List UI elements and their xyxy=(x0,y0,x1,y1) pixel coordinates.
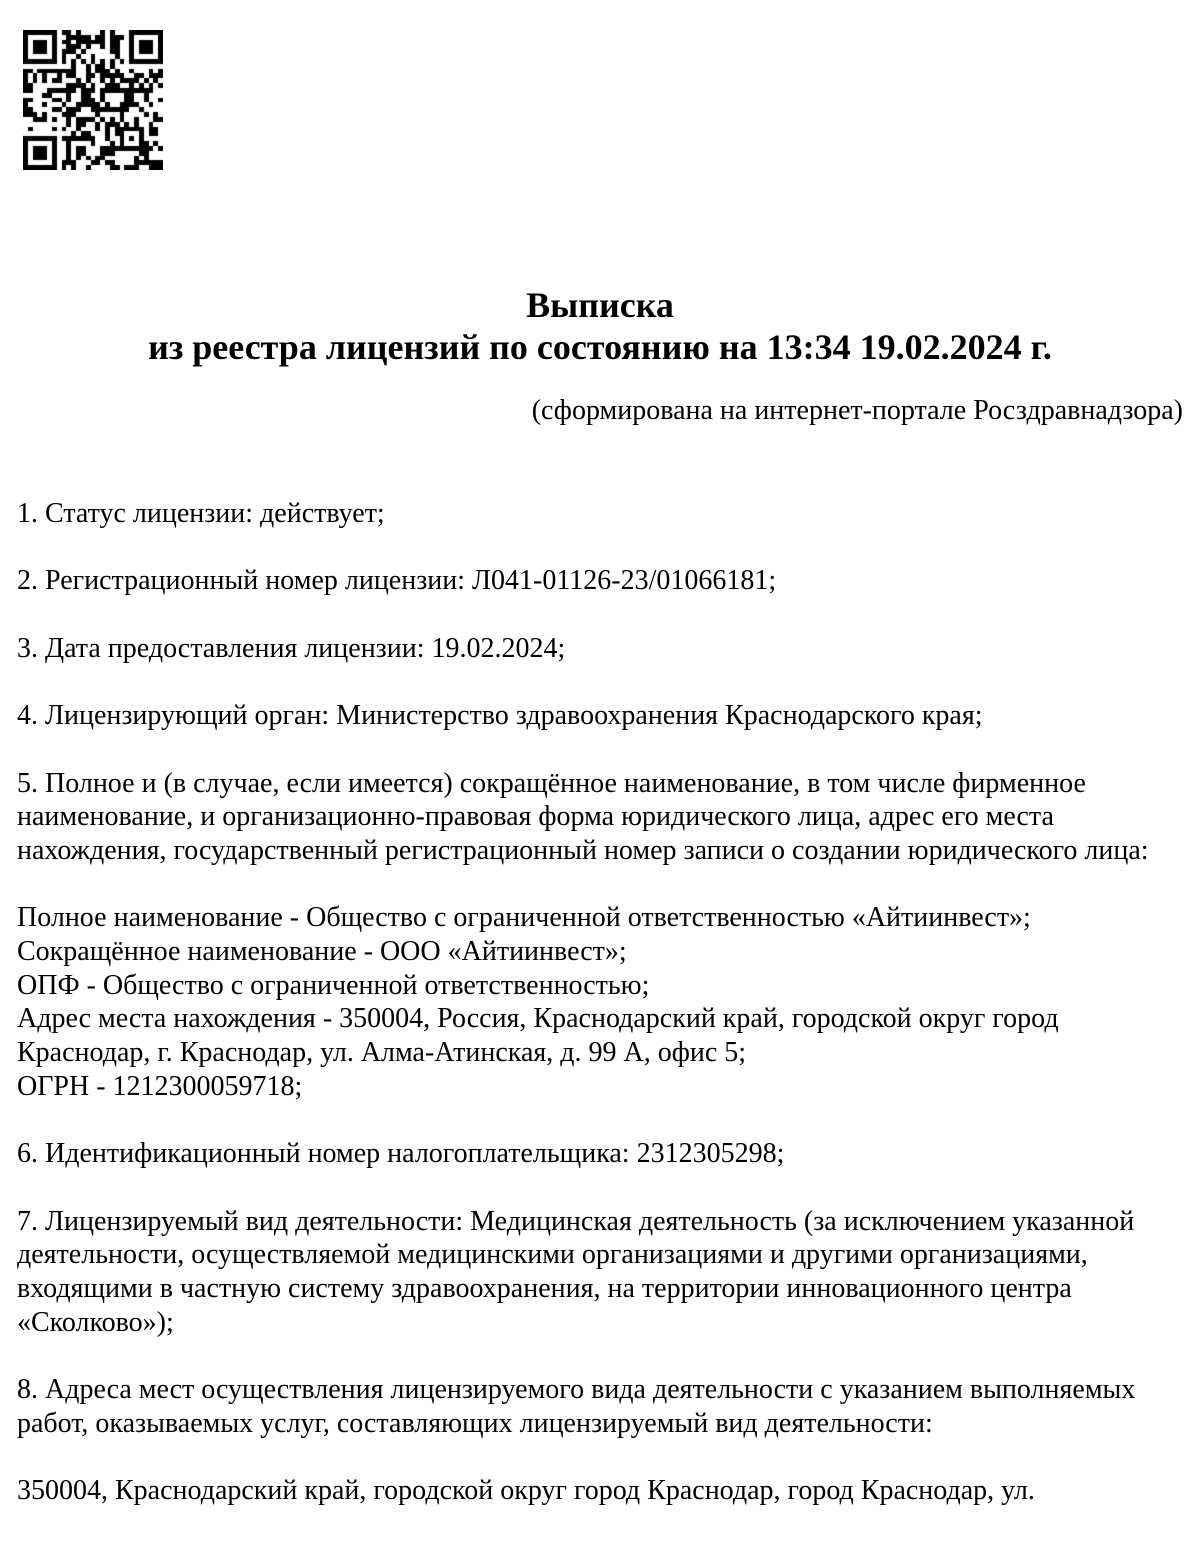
paragraph-line: 7. Лицензируемый вид деятельности: Медицинская деятельность (за исключением указанной xyxy=(17,1205,1135,1237)
qr-code xyxy=(23,30,163,170)
paragraph-org-names-intro xyxy=(17,767,1187,868)
paragraph-line: 350004, Краснодарский край, городской округ город Краснодар, город Краснодар, ул. xyxy=(17,1475,1035,1507)
title-line-1: Выписка xyxy=(526,285,674,325)
paragraph-line: нахождения, государственный регистрационный номер записи о создании юридического лица: xyxy=(17,834,1149,866)
paragraph-taxpayer-number xyxy=(17,1137,1187,1171)
paragraph-grant-date xyxy=(17,632,1187,666)
formation-note: (сформирована на интернет-портале Росздравнадзора) xyxy=(531,395,1183,426)
paragraph-line: «Сколково»); xyxy=(17,1306,174,1338)
paragraph-activity-addresses-intro xyxy=(17,1373,1187,1440)
paragraph-line: 4. Лицензирующий орган: Министерство здравоохранения Краснодарского края; xyxy=(17,700,983,732)
org-legal-form: ОПФ - Общество с ограниченной ответственностью; xyxy=(17,969,650,1001)
paragraph-license-status xyxy=(17,497,1187,531)
paragraph-line: наименование, и организационно-правовая форма юридического лица, адрес его места xyxy=(17,801,1054,833)
paragraph-activity-type xyxy=(17,1205,1187,1340)
document-title xyxy=(0,284,1200,368)
paragraph-line: деятельности, осуществляемой медицинскими организациями и другими организациями, xyxy=(17,1239,1088,1271)
paragraph-line: 8. Адреса мест осуществления лицензируемого вида деятельности с указанием выполняемых xyxy=(17,1374,1136,1406)
title-line-2: из реестра лицензий по состоянию на 13:34 19.02.2024 г. xyxy=(148,327,1052,367)
document-body xyxy=(17,497,1187,1542)
paragraph-line: 6. Идентификационный номер налогоплательщика: 2312305298; xyxy=(17,1138,785,1170)
paragraph-licensing-authority xyxy=(17,699,1187,733)
paragraph-line: входящими в частную систему здравоохранения, на территории инновационного центра xyxy=(17,1273,1072,1305)
org-ogrn: ОГРН - 1212300059718; xyxy=(17,1070,303,1102)
paragraph-line: 3. Дата предоставления лицензии: 19.02.2024; xyxy=(17,632,566,664)
org-full-name: Полное наименование - Общество с ограниченной ответственностью «Айтиинвест»; xyxy=(17,902,1031,934)
paragraph-activity-address xyxy=(17,1474,1187,1508)
org-short-name: Сокращённое наименование - ООО «Айтиинвест»; xyxy=(17,936,627,968)
org-address-line-1: Адрес места нахождения - 350004, Россия, Краснодарский край, городской округ город xyxy=(17,1003,1059,1035)
paragraph-line: 2. Регистрационный номер лицензии: Л041-01126-23/01066181; xyxy=(17,565,777,597)
paragraph-registration-number xyxy=(17,564,1187,598)
paragraph-line: работ, оказываемых услуг, составляющих лицензируемый вид деятельности: xyxy=(17,1407,933,1439)
paragraph-line: 5. Полное и (в случае, если имеется) сокращённое наименование, в том числе фирменное xyxy=(17,767,1086,799)
paragraph-line: 1. Статус лицензии: действует; xyxy=(17,498,385,529)
org-address-line-2: Краснодар, г. Краснодар, ул. Алма-Атинская, д. 99 А, офис 5; xyxy=(17,1037,747,1069)
paragraph-org-details xyxy=(17,901,1187,1103)
